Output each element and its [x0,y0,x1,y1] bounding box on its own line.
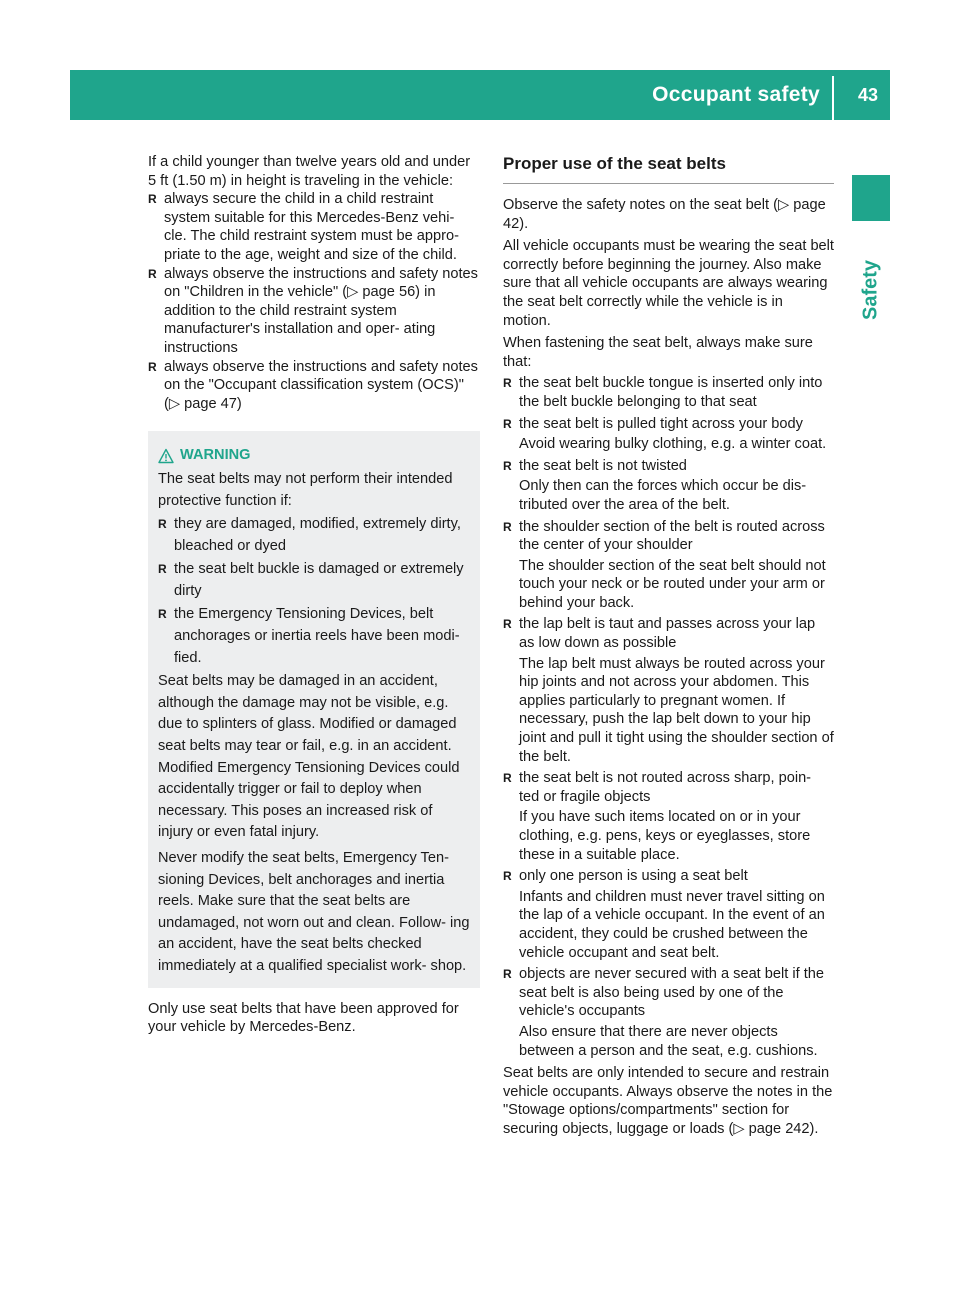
list-item-text: R the seat belt is not twisted [519,457,687,474]
list-item-text: R the lap belt is taut and passes across your lap as low down as possible [519,616,816,652]
seat-belt-checklist [503,374,834,1060]
list-item [503,457,834,515]
list-item [503,374,834,411]
list-item: R always observe the instructions and safety notes on "Children in the vehicle" (▷ page 56) in addition to the child restraint system manufacturer's installation and oper- ating instructions [148,265,480,358]
list-item-detail: Avoid wearing bulky clothing, e.g. a winter coat. [519,436,827,453]
list-item-text: R the shoulder section of the belt is routed across the center of your shoulder [519,518,825,554]
paragraph: Seat belts are only intended to secure and restrain vehicle occupants. Always observe the notes in the "Stowage options/compartments" section for securing objects, luggage or loads (▷ page 242). [503,1065,833,1137]
paragraph: When fastening the seat belt, always make sure that: [503,335,813,370]
warning-triangle-icon [158,448,174,464]
warning-intro: The seat belts may not perform their intended protective function if: [158,470,453,509]
section-heading: Proper use of the seat belts [503,153,834,184]
left-column [148,153,480,1037]
list-item [503,415,834,454]
warning-paragraph: Never modify the seat belts, Emergency Ten- sioning Devices, belt anchorages and inertia reels. Make sure that the seat belts are undamaged, not worn out and clean. Follow- ing an accident, have the seat belts checked immediately at a qualified specialist work- shop. [158,850,470,974]
list-item-detail: The shoulder section of the seat belt should not touch your neck or be routed under your arm or behind your back. [519,557,826,611]
list-item-text: R the seat belt buckle tongue is inserted only into the belt buckle belonging to that seat [519,375,823,410]
list-item-detail: Only then can the forces which occur be dis- tributed over the area of the belt. [519,478,807,513]
warning-header [158,445,470,467]
child-bullet-list [148,190,480,413]
chapter-label [852,230,890,350]
list-item-detail: If you have such items located on or in your clothing, e.g. pens, keys or eyeglasses, store these in a suitable place. [519,809,811,863]
warning-title: WARNING [180,447,251,464]
list-item: R the seat belt buckle is damaged or extremely dirty [158,559,470,602]
list-item-text: R only one person is using a seat belt [519,868,748,885]
warning-box [148,431,480,987]
section-title: Occupant safety [652,83,820,106]
list-item-detail: Also ensure that there are never objects between a person and the seat, e.g. cushions. [519,1023,818,1059]
warning-bullet-list [158,514,470,669]
list-item [503,965,834,1060]
list-item-text: R the seat belt is pulled tight across your body [519,415,803,432]
intro-paragraph: If a child younger than twelve years old and under 5 ft (1.50 m) in height is traveling in the vehicle: [148,154,471,189]
list-item [503,867,834,962]
header-bar [70,70,890,120]
list-item: R always secure the child in a child restraint system suitable for this Mercedes-Benz vehi- cle. The child restraint system must be appro- priate to the age, weight and size of the child. [148,190,480,264]
list-item-detail: The lap belt must always be routed across your hip joints and not across your abdomen. This applies particularly to pregnant women. If necessary, push the lap belt down to your hip joint and pull it tight using the shoulder section of the belt. [519,655,834,765]
list-item [503,769,834,864]
list-item: R the Emergency Tensioning Devices, belt anchorages or inertia reels have been modi- fied. [158,604,470,669]
list-item-detail: Infants and children must never travel sitting on the lap of a vehicle occupant. In the event of an accident, they could be crushed between the vehicle occupant and seat belt. [519,888,825,961]
paragraph: All vehicle occupants must be wearing the seat belt correctly before beginning the journey. Also make sure that all vehicle occupants are always wearing the seat belt correctly while the vehicle is in motion. [503,238,834,329]
chapter-tab [852,175,890,221]
list-item-text: R the seat belt is not routed across sharp, poin- ted or fragile objects [519,770,812,805]
list-item-text: R objects are never secured with a seat belt if the seat belt is also being used by one of the vehicle's occupants [519,966,825,1020]
paragraph: Observe the safety notes on the seat belt (▷ page 42). [503,197,826,232]
list-item: R always observe the instructions and safety notes on the "Occupant classification system (OCS)" (▷ page 47) [148,358,480,414]
list-item [503,518,834,613]
header-divider [832,76,834,120]
list-item: R they are damaged, modified, extremely dirty, bleached or dyed [158,514,470,557]
outro-paragraph: Only use seat belts that have been approved for your vehicle by Mercedes-Benz. [148,1000,459,1036]
chapter-label-text: Safety [859,259,882,321]
warning-paragraph: Seat belts may be damaged in an accident, although the damage may not be visible, e.g. due to splinters of glass. Modified or damaged seat belts may tear or fail, e.g. in an accident. Modified Emergency Tensioning Devices could accidentally trigger or fail to deploy when necessary. This poses an increased risk of injury or even fatal injury. [158,673,460,841]
list-item [503,615,834,766]
page-number: 43 [857,85,878,105]
right-column [503,153,834,1139]
